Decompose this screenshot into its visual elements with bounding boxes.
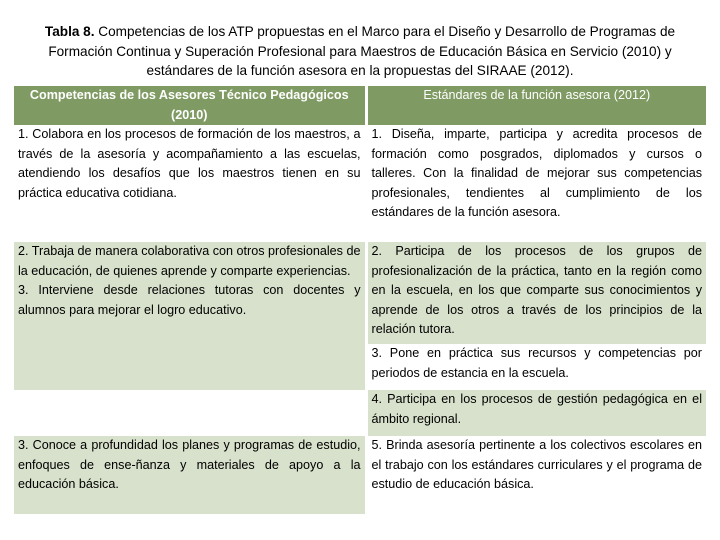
table-header-row: [14, 86, 706, 125]
row-3-estandar: 3. Pone en práctica sus recursos y competencias por periodos de estancia en la escuela.: [365, 344, 707, 390]
caption-line-1: Competencias de los ATP propuestas en el Marco para el Diseño y Desarrollo de Programas de: [94, 24, 676, 39]
row-2-competencia-3: 3. Interviene desde relaciones tutoras con docentes y alumnos para mejorar el logro educativo.: [18, 283, 361, 317]
row-2-competencia-2: 2. Trabaja de manera colaborativa con otros profesionales de la educación, de quienes aprende y comparte experiencias.: [18, 244, 361, 278]
table-caption: [14, 22, 706, 81]
table-row: [14, 125, 706, 242]
table-row: [14, 344, 706, 390]
row-1-competencia: 1. Colabora en los procesos de formación de los maestros, a través de la asesoría y acompañamiento a las escuelas, atendiendo los desafíos que los maestros tienen en su práctica educativa cotidiana.: [14, 125, 365, 242]
header-competencias: Competencias de los Asesores Técnico Pedagógicos (2010): [14, 86, 365, 125]
table-row: [14, 390, 706, 436]
caption-line-2: Formación Continua y Superación Profesional para Maestros de Educación Básica en Servicio (2010) y: [48, 43, 672, 59]
table-row: [14, 436, 706, 514]
row-4-estandar: 4. Participa en los procesos de gestión pedagógica en el ámbito regional.: [365, 390, 707, 436]
header-estandares: Estándares de la función asesora (2012): [365, 86, 707, 125]
table-row: [14, 242, 706, 344]
caption-line-3: estándares de la función asesora en la propuestas del SIRAAE (2012).: [146, 63, 574, 78]
competencies-table: [14, 86, 706, 514]
caption-label: Tabla 8.: [44, 24, 95, 39]
row-2-estandar: 2. Participa de los procesos de los grupos de profesionalización de la práctica, tanto en la región como en la escuela, en los que comparte sus conocimientos y aprende de los otros a través de los principios de la relación tutora.: [365, 242, 707, 344]
row-2-competencia: [14, 242, 365, 344]
row-4-competencia: [14, 390, 365, 436]
row-1-estandar: 1. Diseña, imparte, participa y acredita procesos de formación como posgrados, diplomados y cursos o talleres. Con la finalidad de mejorar sus competencias profesionales, tendientes al cumplimiento de los estándares de la función asesora.: [365, 125, 707, 242]
row-5-estandar: 5. Brinda asesoría pertinente a los colectivos escolares en el trabajo con los estándares curriculares y el programa de estudio de educación básica.: [365, 436, 707, 514]
row-5-competencia: 3. Conoce a profundidad los planes y programas de estudio, enfoques de ense-ñanza y materiales de apoyo a la educación básica.: [14, 436, 365, 514]
row-3-competencia: [14, 344, 365, 390]
